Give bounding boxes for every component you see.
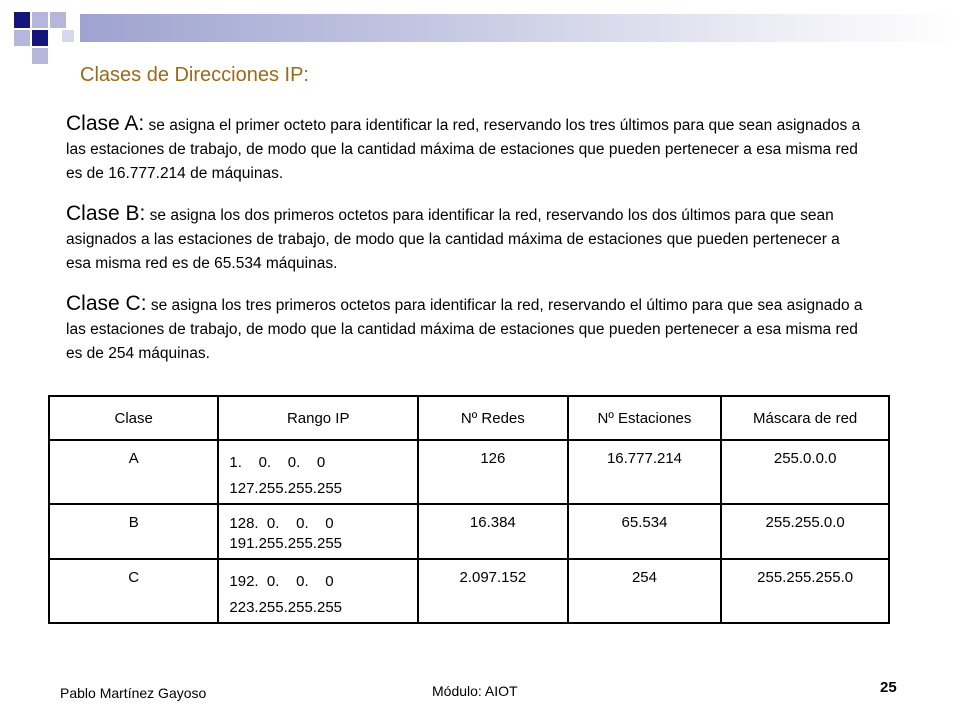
- table-row: [49, 440, 889, 504]
- range-end: 191.255.255.255: [229, 535, 343, 552]
- table-cell-range: [218, 504, 418, 559]
- table-cell-clase: B: [49, 504, 218, 559]
- footer-module: Módulo: AIOT: [432, 683, 518, 699]
- table-row: [49, 504, 889, 559]
- paragraph-text: se asigna los tres primeros octetos para identificar la red, reservando el último para que sea asignado a las estaciones de trabajo, de modo que la cantidad máxima de estaciones que pueden pertenecer a esa misma red es de 254 máquinas.: [66, 297, 863, 362]
- paragraph-clase-c: [66, 292, 866, 366]
- table-header-cell: Nº Redes: [418, 396, 568, 440]
- table-cell-estaciones: 65.534: [568, 504, 722, 559]
- ip-classes-table: [48, 395, 890, 624]
- table-cell-redes: 16.384: [418, 504, 568, 559]
- slide-title: Clases de Direcciones IP:: [80, 64, 309, 86]
- table-header-cell: Rango IP: [218, 396, 418, 440]
- table-cell-mascara: 255.255.0.0: [721, 504, 889, 559]
- header-square-light: [50, 12, 66, 28]
- header-square-light: [62, 30, 74, 42]
- table-cell-redes: 2.097.152: [418, 559, 568, 623]
- table-header-cell: Clase: [49, 396, 218, 440]
- range-start: 192. 0. 0. 0: [229, 573, 334, 590]
- paragraph-lead: Clase A:: [66, 112, 145, 135]
- range-end: 127.255.255.255: [229, 480, 343, 497]
- paragraph-clase-b: [66, 202, 866, 276]
- table-cell-redes: 126: [418, 440, 568, 504]
- paragraph-clase-a: [66, 112, 866, 186]
- table-header-row: [49, 396, 889, 440]
- table-cell-range: [218, 559, 418, 623]
- header-square-dark: [32, 30, 48, 46]
- paragraph-text: se asigna el primer octeto para identificar la red, reservando los tres últimos para que sean asignados a las estaciones de trabajo, de modo que la cantidad máxima de estaciones que pueden pertenecer a esa misma red es de 16.777.214 de máquinas.: [66, 117, 861, 182]
- range-start: 1. 0. 0. 0: [229, 454, 326, 471]
- header-gradient-bar: [80, 14, 960, 42]
- range-start: 128. 0. 0. 0: [229, 515, 334, 532]
- table-cell-mascara: 255.255.255.0: [721, 559, 889, 623]
- header-square-dark: [14, 12, 30, 28]
- header-square-light: [32, 12, 48, 28]
- table-cell-estaciones: 254: [568, 559, 722, 623]
- header-square-light: [14, 30, 30, 46]
- page-number: 25: [880, 679, 897, 696]
- range-end: 223.255.255.255: [229, 599, 343, 616]
- table-cell-mascara: 255.0.0.0: [721, 440, 889, 504]
- footer-author: Pablo Martínez Gayoso: [60, 685, 207, 701]
- table-cell-clase: C: [49, 559, 218, 623]
- header-square-light: [32, 48, 48, 64]
- table-header-cell: Nº Estaciones: [568, 396, 722, 440]
- table-cell-clase: A: [49, 440, 218, 504]
- table-header-cell: Máscara de red: [721, 396, 889, 440]
- table-cell-estaciones: 16.777.214: [568, 440, 722, 504]
- paragraph-lead: Clase C:: [66, 292, 147, 315]
- table-cell-range: [218, 440, 418, 504]
- table-row: [49, 559, 889, 623]
- paragraph-text: se asigna los dos primeros octetos para identificar la red, reservando los dos últimos para que sean asignados a las estaciones de trabajo, de modo que la cantidad máxima de estaciones que pueden pertenecer a esa misma red es de 65.534 máquinas.: [66, 207, 840, 272]
- paragraph-lead: Clase B:: [66, 202, 146, 225]
